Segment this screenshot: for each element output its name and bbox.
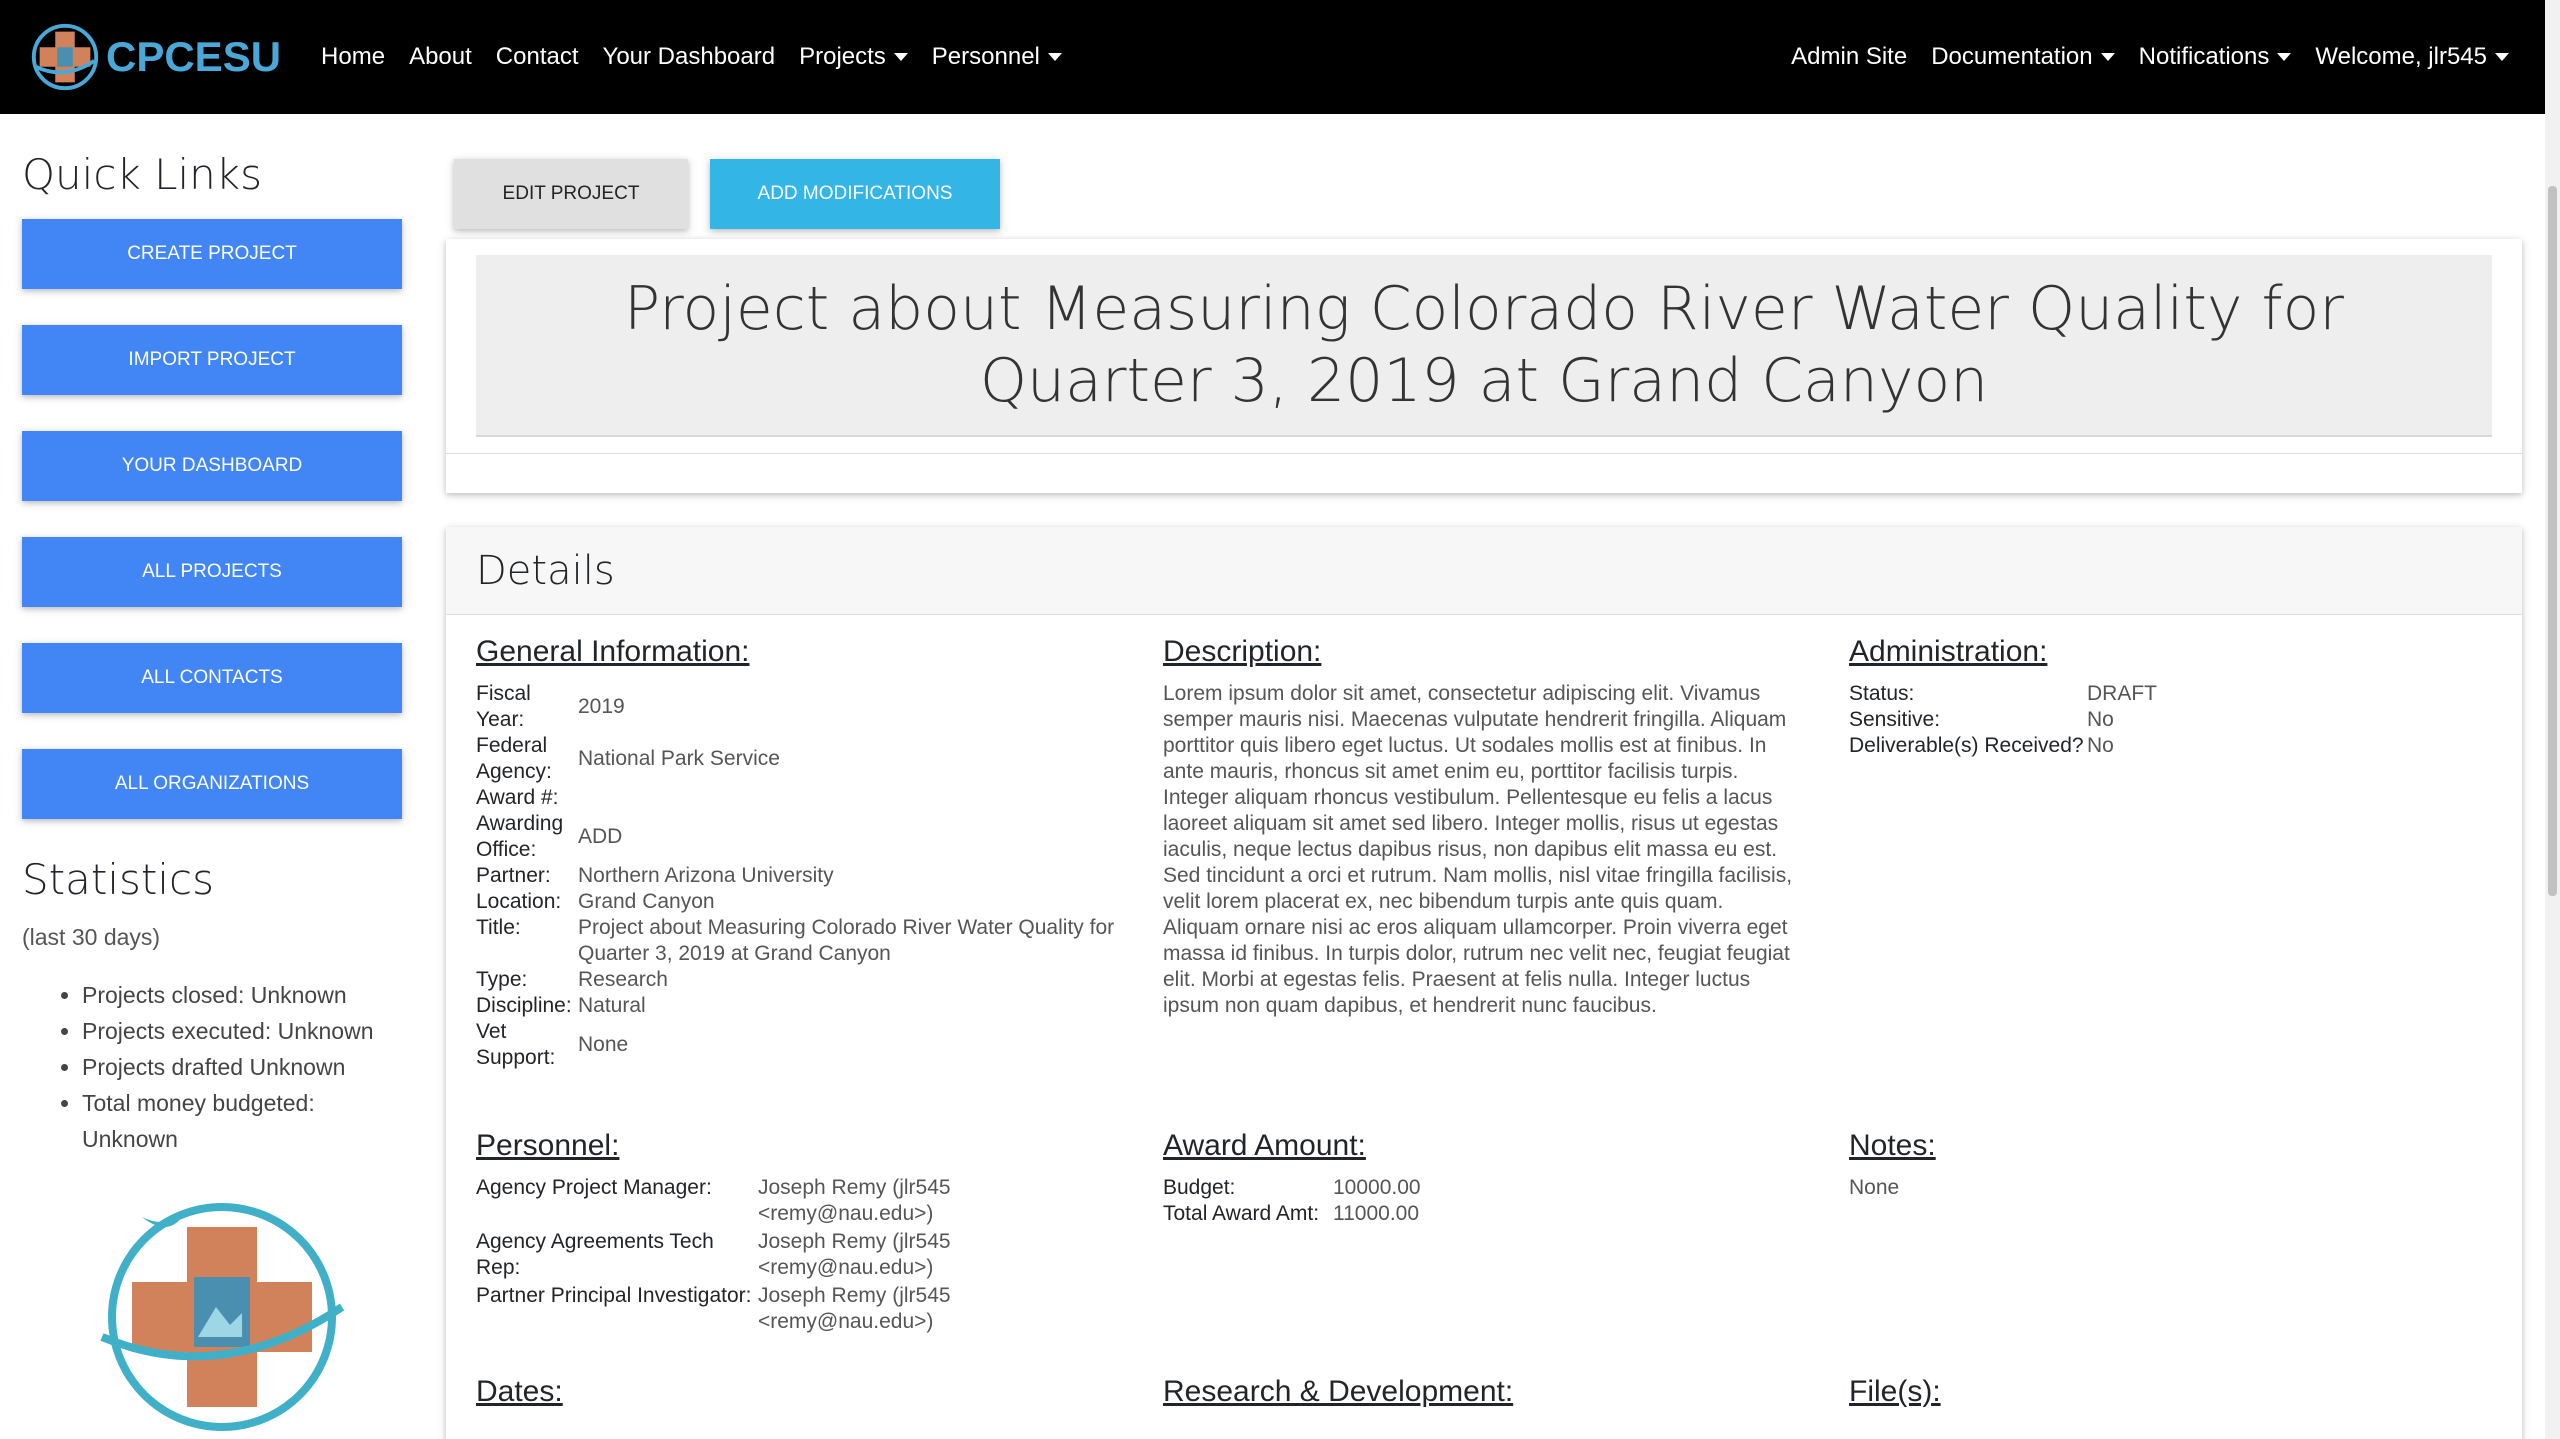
nav-item-label: Projects bbox=[799, 43, 886, 70]
award-label: Total Award Amt: bbox=[1163, 1202, 1320, 1225]
general-value: Northern Arizona University bbox=[578, 864, 834, 887]
files-section bbox=[1849, 1375, 1941, 1409]
quick-links bbox=[22, 219, 402, 819]
nav-item-label: Your Dashboard bbox=[602, 43, 776, 70]
statistic-item: • Projects closed: Unknown bbox=[82, 977, 402, 1013]
divider bbox=[446, 453, 2522, 454]
research-development-section bbox=[1163, 1375, 1513, 1409]
award-value: 11000.00 bbox=[1333, 1202, 1420, 1225]
sidebar bbox=[22, 114, 402, 1439]
import-project-button[interactable]: IMPORT PROJECT bbox=[22, 325, 402, 395]
nav-item-label: Documentation bbox=[1931, 43, 2093, 70]
award-amount-section bbox=[1163, 1129, 1803, 1227]
personnel-section bbox=[476, 1129, 1116, 1335]
details-card bbox=[446, 527, 2522, 1439]
caret-down-icon bbox=[894, 53, 908, 61]
all-projects-button[interactable]: ALL PROJECTS bbox=[22, 537, 402, 607]
general-label: Award #: bbox=[476, 786, 559, 809]
details-header bbox=[446, 527, 2522, 615]
navbar bbox=[0, 0, 2545, 114]
award-label: Budget: bbox=[1163, 1176, 1236, 1199]
award-amount-table bbox=[1163, 1175, 1803, 1227]
scrollbar[interactable] bbox=[2545, 0, 2560, 1439]
your-dashboard-button[interactable]: YOUR DASHBOARD bbox=[22, 431, 402, 501]
personnel-label: Agency Agreements Tech Rep: bbox=[476, 1230, 714, 1279]
statistics-heading: Statistics bbox=[22, 855, 214, 904]
general-value: ADD bbox=[578, 825, 623, 848]
general-value: None bbox=[578, 1033, 629, 1056]
description-title: Description: bbox=[1163, 635, 1322, 668]
nav-item-label: Welcome, jlr545 bbox=[2315, 43, 2487, 70]
nav-item-contact[interactable] bbox=[496, 43, 579, 71]
notes-section bbox=[1849, 1129, 2489, 1201]
general-value: Research bbox=[578, 968, 668, 991]
cpcesu-emblem-icon bbox=[82, 1187, 362, 1439]
caret-down-icon bbox=[1048, 53, 1062, 61]
personnel-title: Personnel: bbox=[476, 1129, 620, 1162]
nav-item-projects[interactable] bbox=[799, 43, 908, 71]
nav-item-about[interactable] bbox=[409, 43, 472, 71]
administration-value: DRAFT bbox=[2087, 682, 2157, 705]
nav-item-admin-site[interactable] bbox=[1791, 43, 1907, 71]
all-contacts-button[interactable]: ALL CONTACTS bbox=[22, 643, 402, 713]
administration-title: Administration: bbox=[1849, 635, 2048, 668]
general-label: Federal Agency: bbox=[476, 734, 552, 783]
administration-label: Sensitive: bbox=[1849, 708, 1941, 731]
nav-item-home[interactable] bbox=[321, 43, 385, 71]
administration-table bbox=[1849, 681, 2489, 759]
general-label: Vet Support: bbox=[476, 1020, 556, 1069]
general-label: Title: bbox=[476, 916, 521, 939]
edit-project-button[interactable]: EDIT PROJECT bbox=[454, 159, 688, 229]
statistic-item: • Projects executed: Unknown bbox=[82, 1013, 402, 1049]
research-development-title: Research & Development: bbox=[1163, 1375, 1514, 1408]
general-information-title: General Information: bbox=[476, 635, 750, 668]
statistics-subtitle: (last 30 days) bbox=[22, 924, 161, 950]
description-section bbox=[1163, 635, 1823, 1019]
administration-section bbox=[1849, 635, 2489, 759]
add-modifications-button[interactable]: ADD MODIFICATIONS bbox=[710, 159, 1000, 229]
general-value: Grand Canyon bbox=[578, 890, 715, 913]
caret-down-icon bbox=[2495, 53, 2509, 61]
general-value: National Park Service bbox=[578, 747, 780, 770]
create-project-button[interactable]: CREATE PROJECT bbox=[22, 219, 402, 289]
nav-item-documentation[interactable] bbox=[1931, 43, 2114, 71]
personnel-value: Joseph Remy (jlr545 <remy@nau.edu>) bbox=[758, 1284, 951, 1333]
notes-text: None bbox=[1849, 1176, 1900, 1199]
nav-item-label: Notifications bbox=[2138, 43, 2270, 70]
description-text: Lorem ipsum dolor sit amet, consectetur adipiscing elit. Vivamus semper mauris nisi. Maecenas vulputate hendrerit fringilla. Aliquam porttitor quis libero eget luctus. Ut sodales mollis est at finibus. In ante mauris, rhoncus sit amet enim eu, porttitor facilisis turpis. Integer aliquam rhoncus vestibulum. Pellentesque eu felis a lacus laoreet aliquam sit amet sed libero. Integer mollis, risus ut egestas iaculis, neque lectus dapibus risus, non dapibus elit massa eu est. Sed tincidunt a orci et rutrum. Nam mollis, nisl vitae fringilla facilisis, velit lorem placerat ex, nec bibendum turpis ante quis quam. Aliquam ornare nisi ac eros aliquam ullamcorper. Proin viverra eget massa id finibus. In turpis dolor, rutrum nec velit nec, feugiat feugiat elit. Morbi at egestas felis. Praesent at felis nulla. Integer luctus ipsum non quam dapibus, et hendrerit nunc faucibus. bbox=[1163, 682, 1793, 1017]
personnel-table bbox=[476, 1175, 1116, 1335]
notes-title: Notes: bbox=[1849, 1129, 1936, 1162]
personnel-value: Joseph Remy (jlr545 <remy@nau.edu>) bbox=[758, 1176, 951, 1225]
personnel-label: Partner Principal Investigator: bbox=[476, 1284, 752, 1307]
general-value: 2019 bbox=[578, 695, 625, 718]
general-label: Location: bbox=[476, 890, 562, 913]
nav-item-your-dashboard[interactable] bbox=[603, 43, 776, 71]
nav-item-notifications[interactable] bbox=[2139, 43, 2292, 71]
general-label: Discipline: bbox=[476, 994, 572, 1017]
dates-title: Dates: bbox=[476, 1375, 563, 1408]
nav-item-personnel[interactable] bbox=[932, 43, 1062, 71]
nav-item-label: Admin Site bbox=[1791, 43, 1908, 70]
administration-label: Deliverable(s) Received? bbox=[1849, 734, 2084, 757]
general-information-section bbox=[476, 635, 1116, 1071]
general-value: Project about Measuring Colorado River Water Quality for Quarter 3, 2019 at Grand Canyon bbox=[578, 916, 1115, 965]
personnel-label: Agency Project Manager: bbox=[476, 1176, 712, 1199]
statistic-item: • Total money budgeted: Unknown bbox=[82, 1085, 402, 1157]
caret-down-icon bbox=[2277, 53, 2291, 61]
dates-section bbox=[476, 1375, 563, 1409]
action-buttons bbox=[454, 159, 2522, 229]
nav-item-label: Home bbox=[321, 43, 386, 70]
award-value: 10000.00 bbox=[1333, 1176, 1421, 1199]
project-title-jumbotron bbox=[476, 255, 2492, 437]
brand-text: CPCESU bbox=[106, 33, 282, 80]
award-amount-title: Award Amount: bbox=[1163, 1129, 1366, 1162]
administration-label: Status: bbox=[1849, 682, 1915, 705]
main-content bbox=[446, 114, 2522, 1439]
general-label: Partner: bbox=[476, 864, 551, 887]
cpcesu-logo-icon bbox=[26, 18, 104, 96]
general-value: Natural bbox=[578, 994, 646, 1017]
project-title-card bbox=[446, 239, 2522, 493]
all-organizations-button[interactable]: ALL ORGANIZATIONS bbox=[22, 749, 402, 819]
general-label: Fiscal Year: bbox=[476, 682, 531, 731]
statistics-list bbox=[82, 977, 402, 1157]
files-title: File(s): bbox=[1849, 1375, 1941, 1408]
nav-item-label: Contact bbox=[495, 43, 579, 70]
caret-down-icon bbox=[2101, 53, 2115, 61]
general-information-table bbox=[476, 681, 1116, 1071]
nav-right bbox=[1767, 43, 2509, 71]
nav-item-label: Personnel bbox=[931, 43, 1040, 70]
brand[interactable] bbox=[26, 18, 281, 96]
general-label: Type: bbox=[476, 968, 528, 991]
nav-item-label: About bbox=[409, 43, 472, 70]
quick-links-heading: Quick Links bbox=[22, 150, 263, 199]
project-title: Project about Measuring Colorado River Water Quality for Quarter 3, 2019 at Grand Canyon bbox=[624, 274, 2344, 416]
nav-left bbox=[321, 43, 1086, 71]
personnel-value: Joseph Remy (jlr545 <remy@nau.edu>) bbox=[758, 1230, 951, 1279]
administration-value: No bbox=[2087, 708, 2114, 731]
nav-item-welcome-jlr545[interactable] bbox=[2315, 43, 2509, 71]
administration-value: No bbox=[2087, 734, 2114, 757]
scroll-thumb[interactable] bbox=[2548, 186, 2557, 896]
general-label: Awarding Office: bbox=[476, 812, 564, 861]
details-heading: Details bbox=[476, 547, 615, 594]
statistic-item: • Projects drafted Unknown bbox=[82, 1049, 402, 1085]
